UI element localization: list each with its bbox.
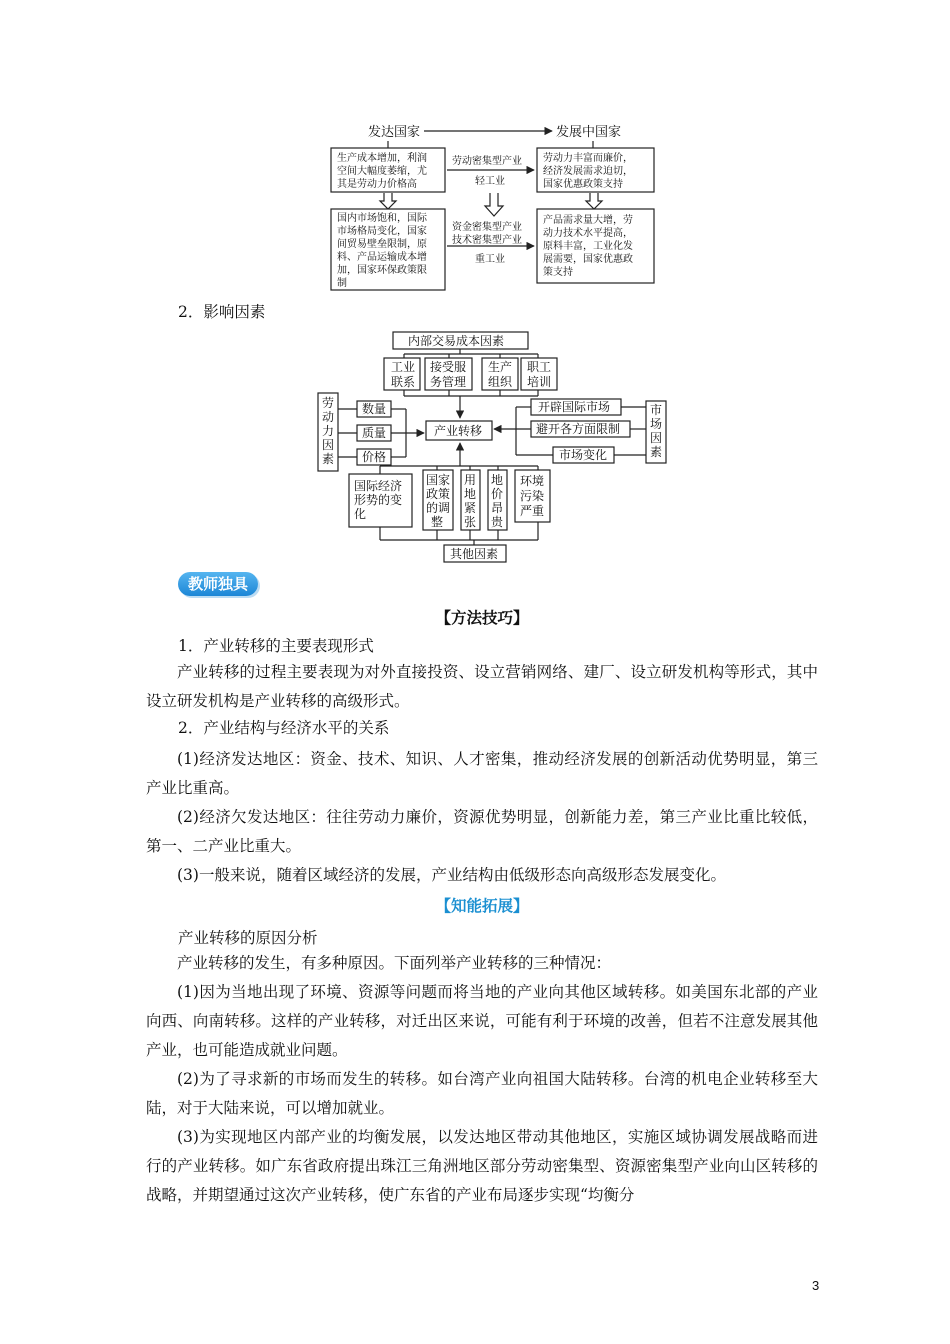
center-industry-transfer: 产业转移	[434, 424, 483, 438]
svg-text:政策: 政策	[426, 487, 451, 501]
svg-text:地: 地	[464, 487, 477, 501]
svg-text:其是劳动力价格高: 其是劳动力价格高	[337, 179, 417, 190]
svg-text:化: 化	[354, 507, 367, 521]
top-item-2-line2: 务管理	[430, 375, 467, 389]
svg-text:劳: 劳	[322, 396, 335, 410]
svg-text:重工业: 重工业	[475, 254, 505, 265]
bottom-item-3	[464, 473, 476, 529]
market-factor-title	[650, 403, 662, 459]
extension-point-3: (3)为实现地区内部产业的均衡发展，以发达地区带动其他地区，实施区域协调发展战略而进行的产业转移。如广东省政府提出珠江三角洲地区部分劳动密集型、资源密集型产业向山区转移的战略，并期望通过这次产业转移，使广东省的产业布局逐步实现“均衡分	[146, 1128, 818, 1204]
other-factors-title: 其他因素	[450, 547, 499, 561]
svg-text:素: 素	[650, 445, 663, 459]
developing-country-label: 发展中国家	[556, 125, 622, 140]
top-item-3-line2: 组织	[488, 375, 513, 389]
top-item-3-line1: 生产	[488, 360, 513, 374]
svg-text:市场格局变化，国家: 市场格局变化，国家	[337, 226, 427, 237]
svg-text:国内市场饱和，国际: 国内市场饱和，国际	[337, 213, 427, 224]
top-item-1-line1: 工业	[391, 360, 416, 374]
svg-text:资金密集型产业: 资金密集型产业	[452, 222, 522, 233]
svg-text:昂: 昂	[491, 501, 504, 515]
svg-text:因: 因	[322, 438, 335, 452]
labor-intensive-label: 劳动密集型产业	[452, 156, 522, 167]
svg-text:张: 张	[464, 515, 477, 529]
method-1-text: 产业转移的过程主要表现为对外直接投资、设立营销网络、建厂、设立研发机构等形式，其中设立研发机构是产业转移的高级形式。	[146, 663, 818, 710]
svg-text:市: 市	[650, 403, 663, 417]
light-industry-label: 轻工业	[475, 176, 505, 187]
svg-text:制: 制	[337, 278, 347, 289]
svg-text:国际经济: 国际经济	[354, 479, 403, 493]
method-2-point-3: (3)一般来说，随着区域经济的发展，产业结构由低级形态向高级形态发展变化。	[177, 866, 726, 884]
svg-text:料、产品运输成本增: 料、产品运输成本增	[337, 252, 427, 263]
svg-text:策支持: 策支持	[543, 267, 573, 278]
extension-point-1: (1)因为当地出现了环境、资源等问题而将当地的产业向其他区域转移。如美国东北部的产业向西、向南转移。这样的产业转移，对迁出区来说，可能有利于环境的改善，但若不注意发展其他产业，也可能造成就业问题。	[146, 983, 818, 1059]
svg-text:经济发展需求迫切，: 经济发展需求迫切，	[543, 166, 633, 177]
influence-factors-diagram	[0, 0, 950, 570]
bottom-item-5	[520, 473, 544, 518]
method-1-title: 1．产业转移的主要表现形式	[178, 637, 374, 655]
developed-country-label: 发达国家	[368, 125, 421, 140]
top-item-2-line1: 接受服	[430, 360, 467, 374]
svg-text:素: 素	[322, 452, 335, 466]
svg-text:产品需求量大增，劳: 产品需求量大增，劳	[543, 215, 633, 226]
labor-factor-title	[322, 395, 334, 466]
svg-text:形势的变: 形势的变	[354, 493, 403, 507]
svg-text:紧: 紧	[464, 501, 477, 515]
market-open-international: 开辟国际市场	[538, 400, 611, 414]
svg-text:严重: 严重	[520, 504, 545, 518]
svg-text:空间大幅度萎缩，尤: 空间大幅度萎缩，尤	[337, 166, 427, 177]
method-2-title: 2．产业结构与经济水平的关系	[178, 719, 390, 737]
extension-point-2: (2)为了寻求新的市场而发生的转移。如台湾产业向祖国大陆转移。台湾的机电企业转移至大陆，对于大陆来说，可以增加就业。	[146, 1070, 818, 1117]
svg-text:展需要，国家优惠政: 展需要，国家优惠政	[543, 254, 633, 265]
svg-text:污染: 污染	[520, 489, 545, 503]
internal-cost-title: 内部交易成本因素	[408, 334, 505, 348]
svg-text:国家优惠政策支持: 国家优惠政策支持	[543, 179, 623, 190]
top-item-1-line2: 联系	[391, 375, 416, 389]
svg-text:力: 力	[322, 424, 335, 438]
labor-quantity: 数量	[362, 402, 387, 416]
svg-text:地: 地	[491, 473, 504, 487]
section-title-influence-factors: 2．影响因素	[178, 303, 266, 321]
market-change: 市场变化	[559, 448, 608, 462]
svg-text:劳动力丰富而廉价，: 劳动力丰富而廉价，	[543, 153, 633, 164]
svg-text:价: 价	[491, 487, 504, 501]
method-2-point-2: (2)经济欠发达地区：往往劳动力廉价，资源优势明显，创新能力差，第三产业比重比较低，第一、二产业比重大。	[146, 808, 818, 855]
method-2-point-1: (1)经济发达地区：资金、技术、知识、人才密集，推动经济发展的创新活动优势明显，第三产业比重高。	[146, 750, 818, 797]
svg-text:动力技术水平提高，: 动力技术水平提高，	[543, 228, 633, 239]
svg-text:原料丰富，工业化发: 原料丰富，工业化发	[543, 241, 633, 252]
top-item-4-line1: 职工	[527, 360, 552, 374]
teacher-exclusive-badge: 教师独具	[178, 572, 258, 596]
labor-price: 价格	[362, 450, 387, 464]
svg-text:动: 动	[322, 410, 335, 424]
svg-text:整: 整	[431, 515, 444, 529]
svg-text:加，国家环保政策限: 加，国家环保政策限	[337, 265, 427, 276]
extension-intro: 产业转移的发生，有多种原因。下面列举产业转移的三种情况：	[177, 954, 612, 972]
labor-quality: 质量	[362, 426, 387, 440]
svg-text:贵: 贵	[491, 515, 504, 529]
svg-text:生产成本增加，利润: 生产成本增加，利润	[337, 153, 427, 164]
svg-text:国家: 国家	[426, 473, 451, 487]
svg-text:环境: 环境	[520, 474, 545, 488]
extension-subtitle: 产业转移的原因分析	[178, 929, 318, 947]
bottom-item-4	[491, 472, 504, 529]
method-tips-heading: 【方法技巧】	[435, 608, 529, 627]
market-avoid-restrictions: 避开各方面限制	[536, 422, 621, 436]
top-item-4-line2: 培训	[527, 375, 552, 389]
svg-text:技术密集型产业: 技术密集型产业	[452, 235, 522, 246]
svg-text:因: 因	[650, 431, 663, 445]
svg-text:用: 用	[464, 473, 477, 487]
knowledge-extension-heading: 【知能拓展】	[435, 896, 529, 915]
svg-text:场: 场	[650, 417, 663, 431]
svg-text:的调: 的调	[426, 501, 451, 515]
svg-text:间贸易壁垒限制，原: 间贸易壁垒限制，原	[337, 239, 427, 250]
page-number: 3	[812, 1278, 820, 1293]
